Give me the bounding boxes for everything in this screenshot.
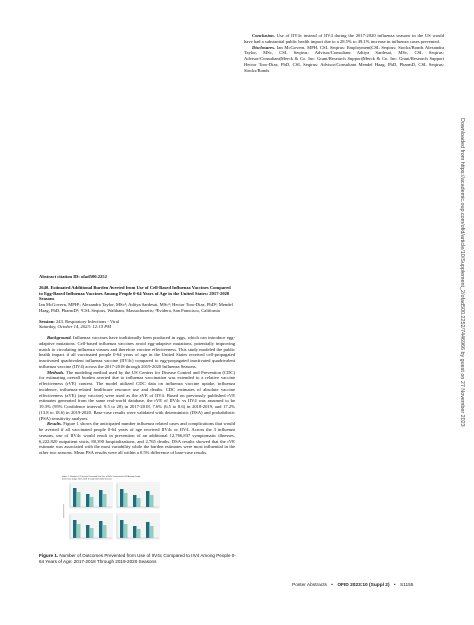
methods-heading: Methods. [47, 369, 65, 375]
footer-journal: OFID 2023:10 (Suppl 2) [337, 583, 390, 588]
background-text: Influenza vaccines have traditionally been produced in eggs, which can introduce egg-adaptive mutations. Cell-based influenza vaccines avoid egg-adaptive mutations, potentially improving match to circulating influenza viruses and therefore vaccine effectiveness. This study modeled the public health impact if all vaccinated people 0-64 years of age in the United States received cell-propagated inactivated quadrivalent influenza vaccine (IIV4c) compared to egg-propagated inactivated quadrivalent influenza vaccine (IIV4) across the 2017-2018 through 2019-2020 Influenza Seasons. [39, 335, 235, 369]
conclusion-paragraph [244, 33, 444, 45]
download-sidebar [456, 118, 466, 488]
abstract [39, 274, 235, 456]
abstract-authors: Ian McGovern, MPH¹; Alexandra Taylor, MSc²; Aditya Sardesai, MSc²; Hector Toro-Diaz, PhD²; Mendel Haag, PhD, PharmD³; ¹CSL Seqirus, Waltham, Massachusetts; ²Evidera, San Francisco, California [39, 302, 233, 313]
figure-caption-text: Number of Outcomes Prevented from Use of IIV4c Compared to IIV4 Among People 0-64 Years of Age: 2017-2018 Through 2019-2020 Seasons [39, 553, 236, 564]
conclusion-text: Use of IIV4c instead of IIV4 during the 2017-2020 influenza seasons in the US would have had a substantial public health impact due to a 28.5% to 49.1% increase in influenza cases prevented. [244, 33, 444, 44]
session-value: 243. Respiratory Infections - Viral [54, 318, 120, 324]
right-column-top [244, 33, 444, 73]
results-paragraph [39, 421, 235, 456]
conclusion-heading: Conclusion. [252, 33, 275, 38]
footer-section: Poster Abstracts [292, 583, 327, 588]
results-heading: Results. [47, 421, 62, 427]
background-paragraph [39, 335, 235, 370]
figure-1-image [61, 474, 164, 544]
results-text: Figure 1 shows the anticipated number influenza related cases and complications that would be averted if all vaccinated people 0-64 years of age received IIV4c or IIV4. Across the 3 influenza seasons, use of IIV4c would result in prevention of an additional 12,766,837 symptomatic illnesses, 6,222,820 outpatient visits, 80,390 hospitalizations, and 2,765 deaths. DSA results showed that the rVE estimate was associated with the most variability while the burden estimates were most influential in the other two seasons. Mean PSA results were all within a 0.5% difference of base-case results. [39, 421, 235, 455]
disclosures-paragraph [244, 45, 444, 74]
download-note: Downloaded from https://academic.oup.com/ofid/article/10/Supplement_2/ofad500.2252/7446966 by guest on 27 November 2023 [459, 118, 465, 427]
background-heading: Background. [47, 335, 72, 340]
disclosures-text: Ian McGovern, MPH, CSL Seqirus: Employment|CSL Seqirus: Stocks/Bonds Alexandra Taylor, MSc, CSL Seqirus: Advisor/Consultant Aditya Sardesai, MSc, CSL Seqirus: Advisor/Consultant|Merck & Co. Inc: Grant/Research Support|Merck & Co. Inc: Grant/Research Support Hector Toro-Diaz, PhD, CSL Seqirus: Advisor/Consultant Mendel Haag, PhD, PharmD, CSL Seqirus: Stocks/Bonds [244, 44, 444, 73]
figure-inner-title: Figure 1: Number of Outcomes Prevented from Use of IIV4c Compared to IIV4 Among People 0-64 Years of Age: 2017-2018 Through 2019-2020 Seasons [62, 476, 141, 481]
methods-paragraph [39, 370, 235, 422]
methods-text: The modeling method used by the US Centers for Disease Control and Prevention (CDC) for estimating overall burden averted due to influenza vaccination was extended to a relative vaccine effectiveness (rVE) context. The model utilized CDC data on influenza vaccine uptake, influenza incidence, influenza-related healthcare resource use and deaths. CDC estimates of absolute vaccine effectiveness (aVE) (any vaccine) were used as the aVE of IIV4. Based on previously published rVE estimates generated from the same real-world database, the rVE of IIV4c vs IIV4 was assumed to be 19.3% (95% Confidence interval: 9.5 to 28) in 2017-2018, 7.6% (6.5 to 8.6) in 2018-2019, and 17.2% (13.8 to 18.6) in 2019-2020. Base-case results were validated with deterministic (DSA) and probabilistic (PSA) sensitivity analyses. [39, 369, 235, 421]
figure-caption [39, 553, 239, 565]
page-footer [292, 583, 413, 588]
footer-page: S1155 [399, 583, 414, 588]
abstract-date: Saturday, October 14, 2023: 12:15 PM [39, 324, 111, 330]
figure-caption-label: Figure 1. [39, 553, 59, 558]
y-axis-label-mark [63, 504, 64, 518]
figure-1-thumbnail [61, 474, 164, 544]
disclosures-heading: Disclosures. [252, 44, 276, 50]
abstract-citation: Abstract citation ID: ofad500.2252 [39, 274, 107, 279]
footer-bullet-2: • [393, 583, 396, 588]
abstract-title: 2640. Estimated Additional Burden Averted from Use of Cell-Based Influenza Vaccines Compared to Egg-Based Influenza Vaccines Among People 0-64 Years of Age in the United States: 2017-2020 Seasons [39, 284, 231, 302]
session-label: Session: [39, 318, 55, 324]
footer-bullet-1: • [331, 583, 333, 588]
